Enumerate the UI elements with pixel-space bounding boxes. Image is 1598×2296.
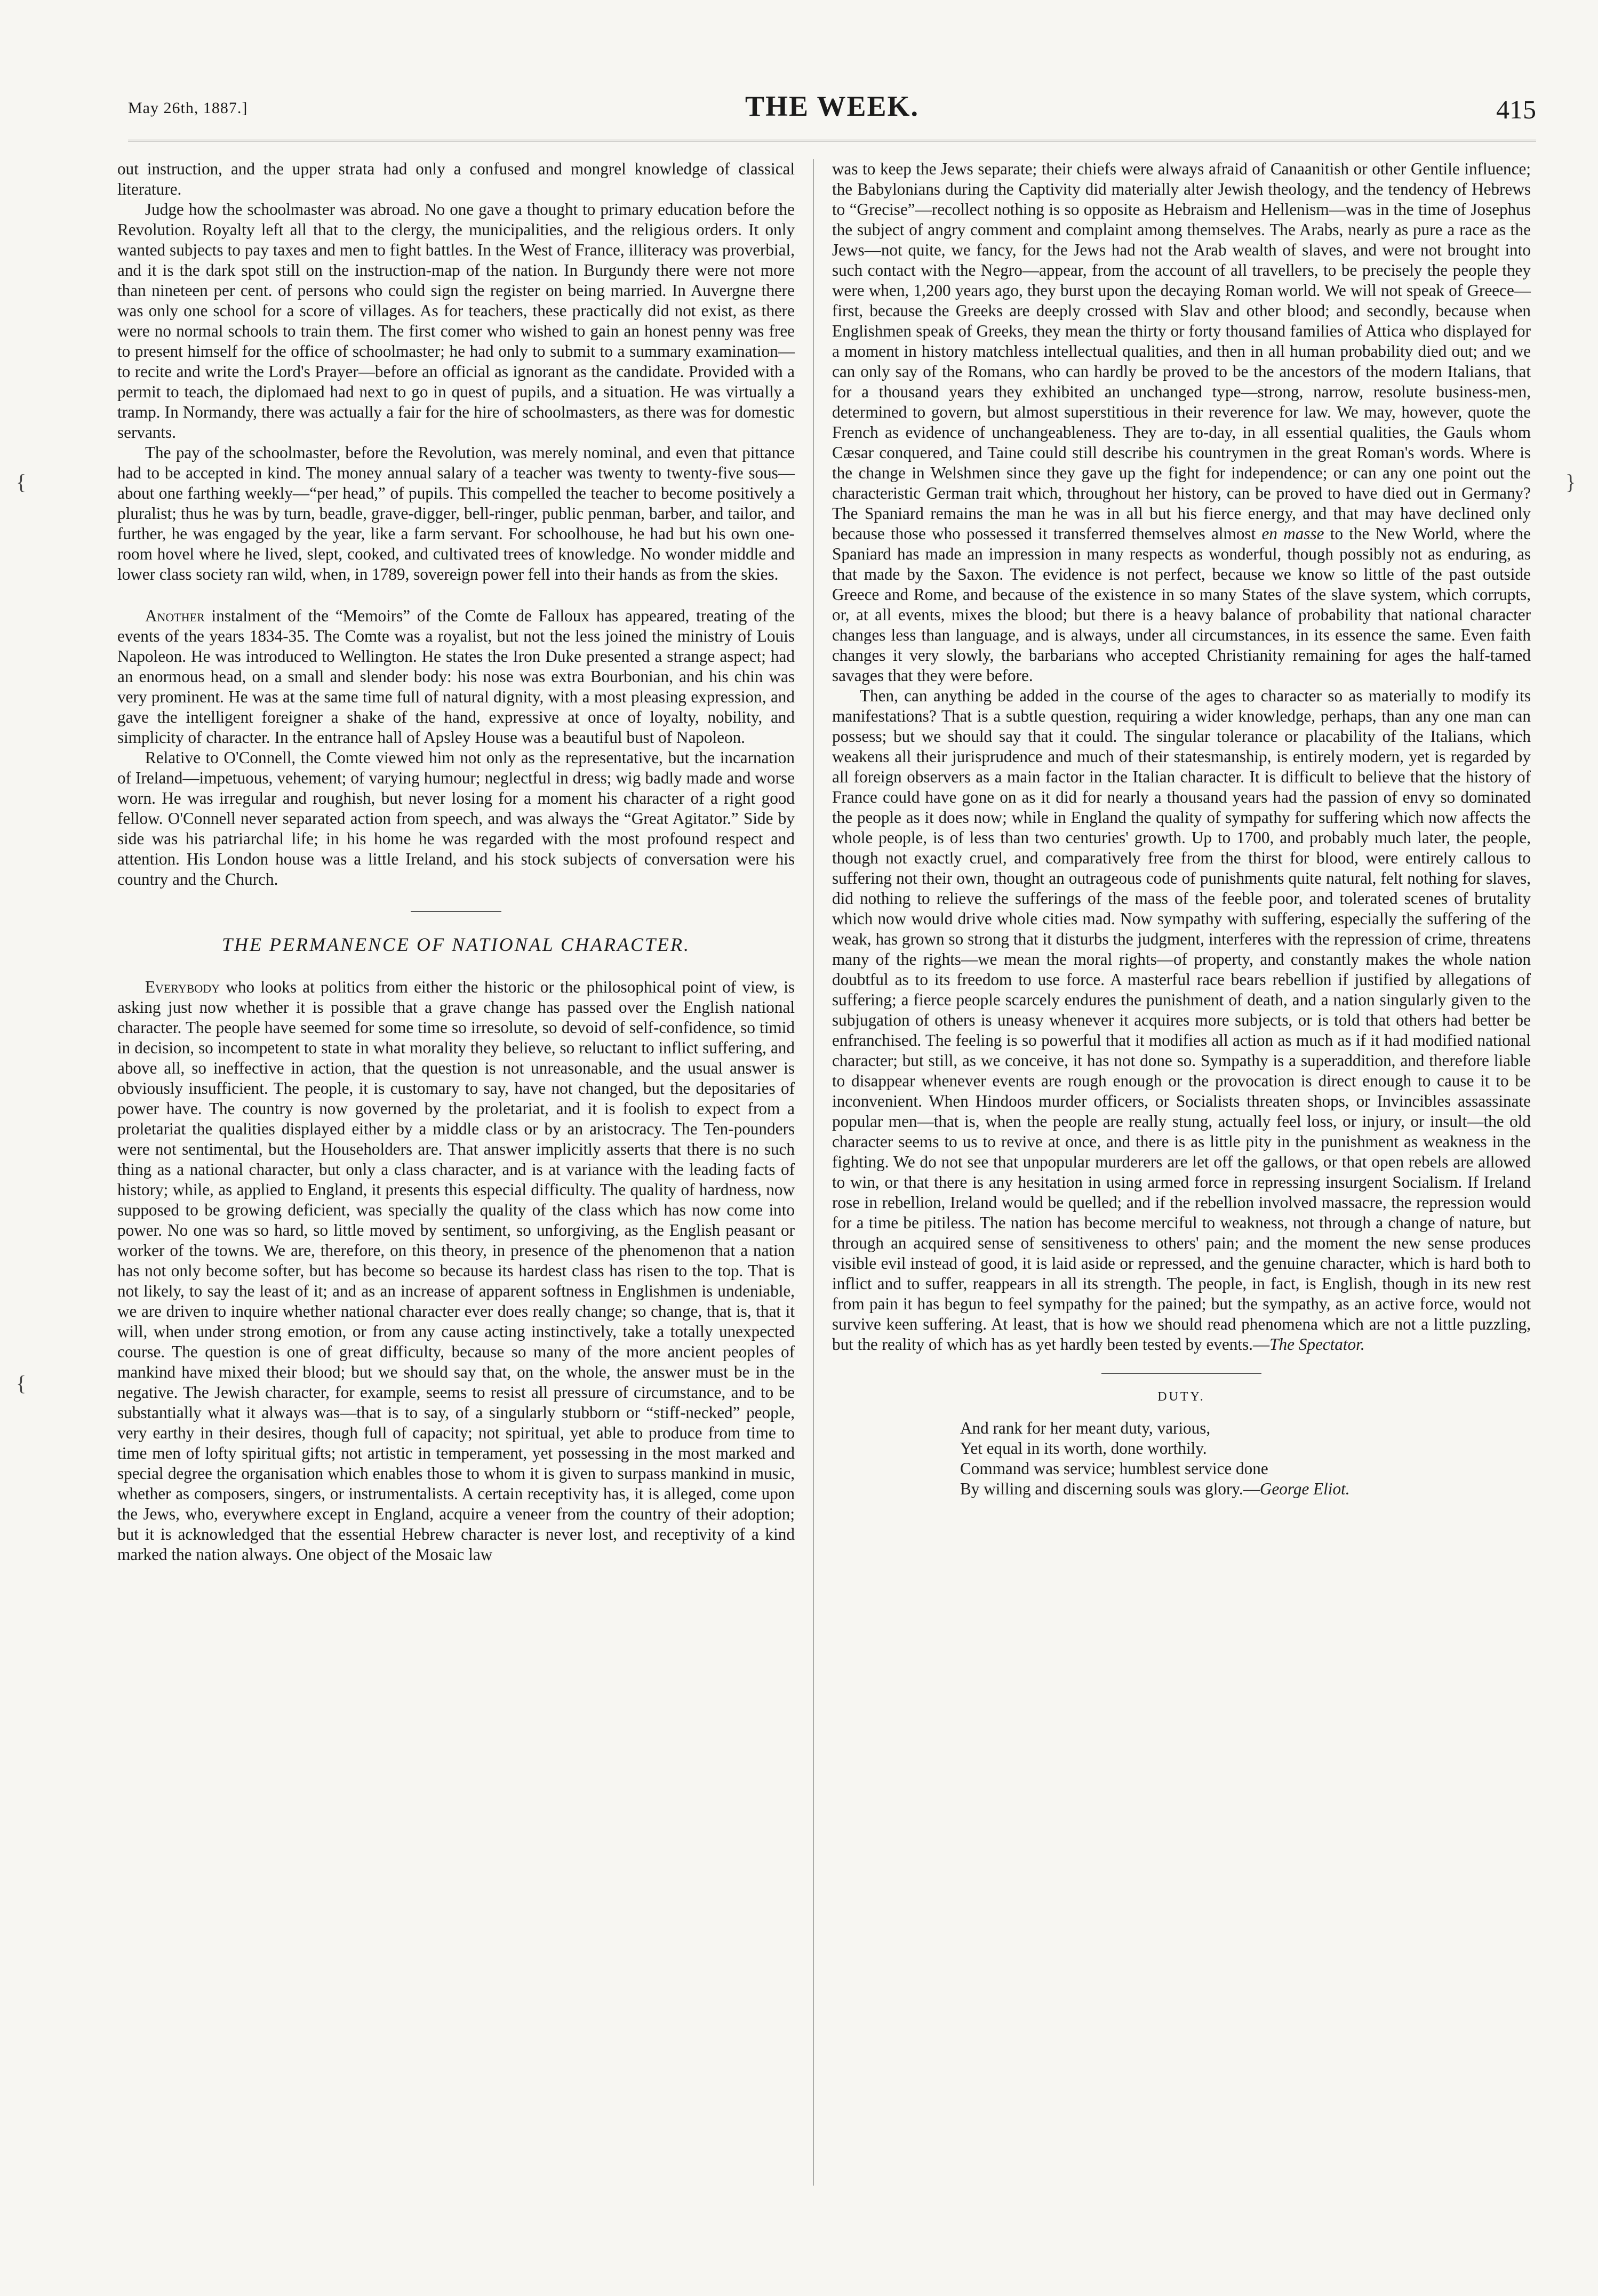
paragraph [832, 686, 1531, 1355]
poem-line-last [960, 1479, 1531, 1499]
poem-title: DUTY. [1157, 1390, 1205, 1404]
source-citation: The Spectator. [1269, 1335, 1365, 1354]
poem-line: And rank for her meant duty, various, [960, 1419, 1211, 1437]
poem-line: Yet equal in its worth, done worthily. [960, 1439, 1207, 1458]
section-divider [411, 911, 501, 912]
header-rule [128, 140, 1536, 141]
left-column [117, 159, 795, 2186]
margin-bracket-mark: { [16, 470, 27, 494]
paragraph: Relative to O'Connell, the Comte viewed him not only as the representative, but the incarnation of Ireland—impetuous, vehement; of varying humour; neglectful in dress; wig badly made and worse worn. He was irregular and roughish, but never losing for a moment his character of a right good fellow. O'Connell never separated action from speech, and was always the “Great Agitator.” Side by side was his patriarchal life; in his home he was regarded with the most profound respect and attention. His London house was a little Ireland, and his stock subjects of conversation were his country and the Church. [117, 748, 795, 889]
poem-author: George Eliot. [1259, 1479, 1350, 1498]
column-divider [813, 159, 814, 2186]
poem-line: Command was service; humblest service done [960, 1459, 1268, 1478]
paragraph-falloux [117, 606, 795, 748]
paragraph-body: Then, can anything be added in the course of the ages to character so as materially to modify its manifestations? That is a subtle question, requiring a wider knowledge, perhaps, than any one man can possess; but we should say that it could. The singular tolerance or placability of the Italians, which weakens all their jurisprudence and much of their statesmanship, is entirely modern, yet is regarded by all foreign observers as a main factor in the Italian character. It is difficult to believe that the history of France could have gone on as it did for nearly a thousand years had the passion of envy so dominated the people as it does now; while in England the quality of sympathy for suffering which now affects the whole people, is of less than two centuries' growth. Up to 1700, and probably much later, the people, though not exactly cruel, and comparatively free from the thirst for blood, were entirely callous to suffering not their own, thought an outrageous code of punishments quite natural, felt nothing for slaves, did nothing to relieve the sufferings of the mass of the feeble poor, and tolerated scenes of brutality which now would drive whole cities mad. Now sympathy with suffering, especially the suffering of the weak, has grown so strong that it disturbs the judgment, interferes with the repression of crime, threatens many of the rights—we mean the moral rights—of property, and constantly makes the whole nation doubtful as to its freedom to use force. A masterful race bears rebellion if justified by allegations of suffering; a fierce people scarcely endures the punishment of death, and a nation singularly given to the subjugation of others is uneasy whenever it acquires more subjects, or is told that others had better be enfranchised. The feeling is so powerful that it modifies all action as much as if it had modified national character; but still, as we conceive, it has not done so. Sympathy is a superaddition, and therefore liable to disappear whenever events are rough enough or the provocation is direct enough to cause it to be inconvenient. When Hindoos murder officers, or Socialists threaten shops, or Invincibles assassinate popular men—that is, when the people are really stung, actually feel loss, or injury, or insult—the old character seems to us to revive at once, and there is as little pity in the punishment as weakness in the fighting. We do not see that unpopular murderers are let off the gallows, or that open rebels are allowed to win, or that there is any hesitation in using armed force in repressing insurgent Socialism. If Ireland rose in rebellion, Ireland would be quelled; and if the rebellion involved massacre, the repression would for a time be pitiless. The nation has become merciful to weakness, not through a change of nature, but through an acquired sense of sensitiveness to others' pain; and the moment the new sense produces visible evil instead of good, it is laid aside or repressed, and the genuine character, which is hard both to inflict and to suffer, reappears in all its strength. The people, in fact, is English, though in its new rest from pain it has begun to feel sympathy for the pained; but the sympathy, as an active force, would not survive keen suffering. At least, that is how we should read phenomena which are not a little puzzling, but the reality of which has as yet hardly been tested by events.— [832, 686, 1531, 1354]
page-header [128, 90, 1536, 138]
right-column [832, 159, 1531, 2186]
italic-phrase: en masse [1261, 524, 1324, 543]
paragraph: Judge how the schoolmaster was abroad. No one gave a thought to primary education before the Revolution. Royalty left all that to the clergy, the municipalities, and the religious orders. It only wanted subjects to pay taxes and men to fight battles. In the West of France, illiteracy was proverbial, and it is the dark spot still on the instruction-map of the nation. In Burgundy there were not more than nineteen per cent. of persons who could sign the register on being married. In Auvergne there was only one school for a score of villages. As for teachers, these practically did not exist, as there were no normal schools to train them. The first comer who wished to gain an honest penny was free to present himself for the office of schoolmaster; he had only to submit to a summary examination—to recite and write the Lord's Prayer—before an official as ignorant as the candidate. Provided with a permit to teach, the diplomaed had next to go in quest of pupils, and a situation. He was virtually a tramp. In Normandy, there was actually a fair for the hire of schoolmasters, as there was for domestic servants. [117, 200, 795, 442]
paragraph-body: who looks at politics from either the historic or the philosophical point of view, is asking just now whether it is possible that a grave change has passed over the English national character. The people have seemed for some time so irresolute, so devoid of self-confidence, so timid in decision, so incompetent to state in what morality they believe, so reluctant to inflict suffering, and above all, so ineffective in action, that the question is not unreasonable, and the usual answer is obviously insufficient. The people, it is customary to say, have not changed, but the depositaries of power have. The country is now governed by the proletariat, and it is foolish to expect from a proletariat the qualities displayed either by a middle class or by an aristocracy. The Ten-pounders were not sentimental, but the Householders are. That answer implicitly asserts that there is no such thing as a national character, but only a class character, and is at variance with the leading facts of history; while, as applied to England, it presents this especial difficulty. The quality of hardness, now supposed to be growing deficient, was specially the quality of the class which has now come into power. No one was so hard, so little moved by sentiment, so unforgiving, as the English peasant or worker of the towns. We are, therefore, on this theory, in presence of the phenomenon that a nation has not only become softer, but has become so because its hardest class has risen to the top. That is not likely, to say the least of it; and as an increase of apparent softness in Englishmen is undeniable, we are driven to inquire whether national character ever does really change; so change, that is, that it will, when under strong emotion, or from any cause acting instinctively, take a totally unexpected course. The question is one of great difficulty, because so many of the more ancient peoples of mankind have mixed their blood; but we should say that, on the whole, the answer must be in the negative. The Jewish character, for example, seems to resist all pressure of circumstance, and to be substantially what it always was—that is to say, of a singularly stubborn or “stiff-necked” people, very earthy in their desires, though full of capacity; not spiritual, yet able to produce from time to time men of lofty spiritual gifts; not artistic in temperament, yet possessing in the most marked and special degree the organisation which enables those to whom it is given to surpass mankind in music, whether as composers, singers, or instrumentalists. A certain receptivity has, it is alleged, come upon the Jews, who, everywhere except in England, acquire a veneer from the country of their adoption; but it is acknowledged that the essential Hebrew character is never lost, and receptivity of a kind marked the nation always. One object of the Mosaic law [117, 978, 795, 1564]
margin-bracket-mark: } [1565, 470, 1576, 494]
paragraph: The pay of the schoolmaster, before the Revolution, was merely nominal, and even that pittance had to be accepted in kind. The money annual salary of a teacher was twenty to twenty-five sous—about one farthing weekly—“per head,” of pupils. This compelled the teacher to become positively a pluralist; thus he was by turn, beadle, grave-digger, bell-ringer, public penman, barber, and tailor, and further, he was engaged by the year, like a farm servant. For schoolhouse, he had but his own one-room hovel where he lived, slept, cooked, and cultivated trees of knowledge. No wonder middle and lower class society ran wild, when, in 1789, sovereign power fell into their hands as from the skies. [117, 443, 795, 583]
margin-bracket-mark: { [16, 1371, 27, 1395]
paragraph-body: was to keep the Jews separate; their chiefs were always afraid of Canaanitish or other Gentile influence; the Babylonians during the Captivity did materially alter Jewish theology, and the tendency of Hebrews to “Grecise”—recollect nothing is so opposite as Hebraism and Hellenism—was in the time of Josephus the subject of angry comment and complaint among themselves. The Arabs, nearly as pure a race as the Jews—not quite, we fancy, for the Jews had not the Arab wealth of slaves, and were not brought into such contact with the Negro—appear, from the account of all travellers, to be precisely the people they were when, 1,200 years ago, they burst upon the decaying Roman world. We will not speak of Greece—first, because the Greeks are deeply crossed with Slav and other blood; and secondly, because when Englishmen speak of Greeks, they mean the thirty or forty thousand families of Attica who displayed for a moment in history matchless intellectual qualities, and then in all human probability died out; and we can only say of the Romans, who can hardly be proved to be the ancestors of the modern Italians, that for a thousand years they exhibited an unchanged type—strong, narrow, resolute business-men, determined to govern, but almost superstitious in their reverence for law. We may, however, quote the French as evidence of unchangeableness. They are to-day, in all essential qualities, the Gauls whom Cæsar conquered, and Taine could still describe his countrymen in the great Roman's words. Where is the change in Welshmen since they gave up the fight for independence; or can any one point out the characteristic German trait which, throughout her history, can be proved to have died out in Germany? The Spaniard remains the man he was in all but his fierce energy, and that may have declined only because those who possessed it transferred themselves almost [832, 159, 1531, 543]
poem-line-text: By willing and discerning souls was glory.— [960, 1479, 1260, 1498]
paragraph-continued [832, 159, 1531, 686]
article-title: THE PERMANENCE OF NATIONAL CHARACTER. [221, 934, 690, 955]
paragraph-body: to the New World, where the Spaniard has made an impression in many respects as wonderful, though possibly not as enduring, as that made by the Saxon. The evidence is not perfect, because we know so little of the past outside Greece and Rome, and because of the existence in so many States of the slave system, which corrupts, or, at all events, mixes the blood; but there is a heavy balance of probability that national character changes less than language, and is always, under all circumstances, in its essence the same. Even faith changes it very slowly, the barbarians who accepted Christianity remaining for ages the half-tamed savages that they were before. [832, 524, 1531, 685]
poem [960, 1418, 1531, 1499]
paragraph-body: instalment of the “Memoirs” of the Comte de Falloux has appeared, treating of the events of the years 1834-35. The Comte was a royalist, but not the less joined the ministry of Louis Napoleon. He was introduced to Wellington. He states the Iron Duke presented a strange aspect; had an enormous head, on a small and slender body: his nose was extra Bourbonian, and his chin was very prominent. He was at the same time full of natural dignity, with a most pleasing expression, and gave the intelligent foreigner a shake of the hand, expressive at once of loyalty, nobility, and simplicity of character. In the entrance hall of Apsley House was a beautiful bust of Napoleon. [117, 606, 795, 747]
paragraph-article-opening [117, 977, 795, 1565]
lead-word: Another [145, 606, 205, 625]
lead-word: Everybody [145, 978, 220, 996]
masthead-title: THE WEEK. [745, 90, 920, 122]
section-divider [1101, 1373, 1261, 1374]
paragraph: out instruction, and the upper strata had only a confused and mongrel knowledge of classical literature. [117, 159, 795, 198]
page-number: 415 [1496, 94, 1536, 124]
issue-date: May 26th, 1887.] [128, 99, 248, 117]
